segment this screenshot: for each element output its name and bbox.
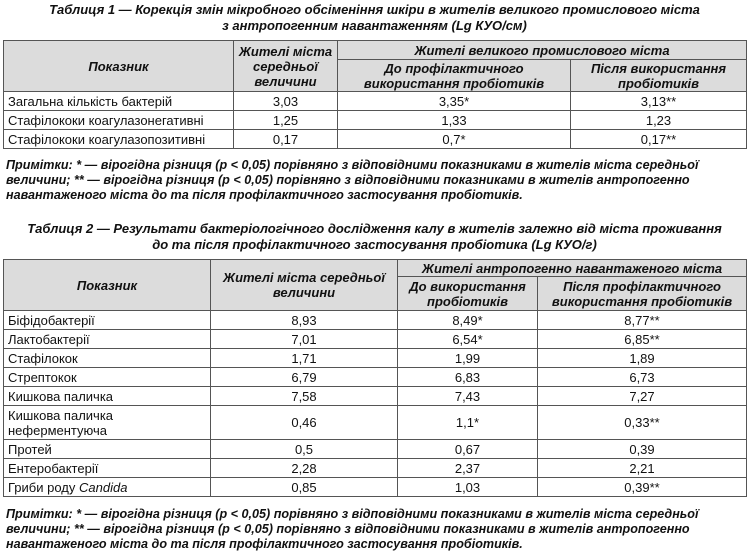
table2-caption-line2: до та після профілактичного застосування пробіотика (Lg КУО/г) [152, 237, 597, 252]
row-name: Загальна кількість бактерій [4, 92, 234, 111]
table2-note: Примітки: * — вірогідна різниця (р < 0,05) порівняно з відповідними показниками в жителів міста середньої величини; ** — вірогідна різниця (р < 0,05) порівняно з відповідними показниками в жителів антропогенно навантаженого міста до та після профілактичного застосування пробіотиків. [6, 507, 699, 551]
row-residents-value: 0,5 [211, 440, 398, 459]
table-row [4, 406, 747, 440]
table-row [4, 387, 747, 406]
row-before-value: 3,35* [338, 92, 571, 111]
table2-header-residents: Жителі міста середньої величини [211, 260, 398, 311]
table-row [4, 311, 747, 330]
row-name-prefix: Гриби роду [8, 479, 79, 495]
table-row [4, 111, 747, 130]
table1-header-residents: Жителі міста середньої величини [234, 41, 338, 92]
row-after-value: 1,23 [571, 111, 747, 130]
row-name: Ентеробактерії [4, 459, 211, 478]
row-name: Протей [4, 440, 211, 459]
row-residents-value: 0,17 [234, 130, 338, 149]
table2-header-before: До використання пробіотиків [398, 277, 538, 311]
table2-caption-line1: Таблиця 2 — Результати бактеріологічного дослідження калу в жителів залежно від міста проживання [27, 221, 722, 236]
row-residents-value: 0,85 [211, 478, 398, 497]
table-row [4, 368, 747, 387]
row-name [4, 478, 211, 497]
row-before-value: 6,83 [398, 368, 538, 387]
row-name: Кишкова паличка [4, 387, 211, 406]
row-before-value: 7,43 [398, 387, 538, 406]
row-name: Стафілококи коагулазонегативні [4, 111, 234, 130]
table2-header-group: Жителі антропогенно навантаженого міста [398, 260, 747, 277]
row-after-value: 0,17** [571, 130, 747, 149]
row-before-value: 0,7* [338, 130, 571, 149]
row-residents-value: 7,58 [211, 387, 398, 406]
row-before-value: 8,49* [398, 311, 538, 330]
row-before-value: 2,37 [398, 459, 538, 478]
row-before-value: 0,67 [398, 440, 538, 459]
row-after-value: 0,39 [538, 440, 747, 459]
row-after-value: 7,27 [538, 387, 747, 406]
row-name: Біфідобактерії [4, 311, 211, 330]
row-before-value: 1,03 [398, 478, 538, 497]
row-after-value: 6,85** [538, 330, 747, 349]
table-row [4, 330, 747, 349]
table2 [3, 259, 747, 497]
row-after-value: 3,13** [571, 92, 747, 111]
table-row [4, 349, 747, 368]
table1-header-before: До профілактичного використання пробіотиків [338, 60, 571, 92]
table-row [4, 459, 747, 478]
table1-caption-line1: Таблиця 1 — Корекція змін мікробного обсіменіння шкіри в жителів великого промислового міста [49, 2, 700, 17]
row-name-italic: Candida [79, 479, 128, 495]
row-name: Стрептокок [4, 368, 211, 387]
row-name: Стафілокок [4, 349, 211, 368]
row-residents-value: 1,71 [211, 349, 398, 368]
table1-header-group: Жителі великого промислового міста [338, 41, 747, 60]
row-before-value: 1,1* [398, 406, 538, 440]
row-after-value: 6,73 [538, 368, 747, 387]
table-row [4, 440, 747, 459]
row-name: Лактобактерії [4, 330, 211, 349]
row-after-value: 0,39** [538, 478, 747, 497]
row-residents-value: 1,25 [234, 111, 338, 130]
table2-header-indicator: Показник [4, 260, 211, 311]
row-residents-value: 0,46 [211, 406, 398, 440]
row-name: Стафілококи коагулазопозитивні [4, 130, 234, 149]
row-after-value: 1,89 [538, 349, 747, 368]
row-before-value: 6,54* [398, 330, 538, 349]
row-after-value: 8,77** [538, 311, 747, 330]
table1-header-indicator: Показник [4, 41, 234, 92]
table-row [4, 92, 747, 111]
row-residents-value: 7,01 [211, 330, 398, 349]
row-after-value: 0,33** [538, 406, 747, 440]
table-row [4, 130, 747, 149]
table1-header-after: Після використання пробіотиків [571, 60, 747, 92]
row-residents-value: 6,79 [211, 368, 398, 387]
table2-header-after: Після профілактичного використання пробіотиків [538, 277, 747, 311]
row-residents-value: 3,03 [234, 92, 338, 111]
row-after-value: 2,21 [538, 459, 747, 478]
row-name: Кишкова паличка неферментуюча [4, 406, 211, 440]
table1-note: Примітки: * — вірогідна різниця (р < 0,05) порівняно з відповідними показниками в жителів міста середньої величини; ** — вірогідна різниця (р < 0,05) порівняно з відповідними показниками в жителів антропогенно навантаженого міста до та після профілактичного застосування пробіотиків. [6, 158, 699, 202]
row-residents-value: 2,28 [211, 459, 398, 478]
table-row [4, 478, 747, 497]
row-residents-value: 8,93 [211, 311, 398, 330]
table1-caption-line2: з антропогенним навантаженням (Lg КУО/см) [222, 18, 527, 33]
row-before-value: 1,99 [398, 349, 538, 368]
table1 [3, 40, 747, 149]
row-before-value: 1,33 [338, 111, 571, 130]
